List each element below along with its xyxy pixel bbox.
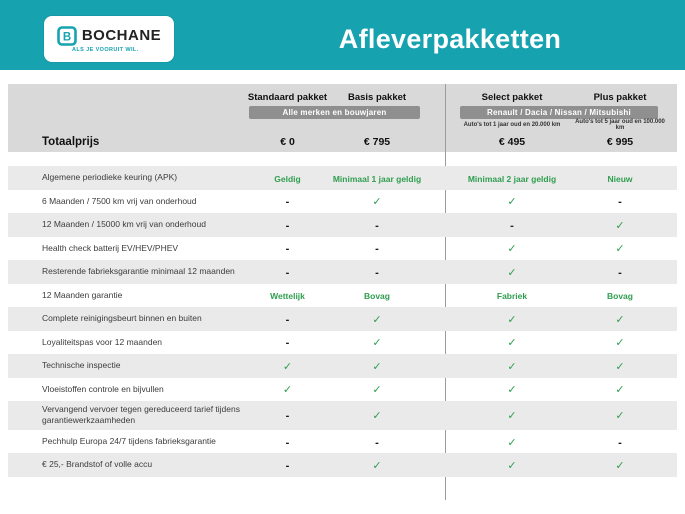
table-row: [8, 378, 677, 402]
table-row: [8, 213, 677, 237]
feature-value: [245, 357, 330, 375]
check-icon: ✓: [282, 384, 293, 397]
feature-value: [452, 216, 572, 234]
check-icon: ✓: [615, 410, 625, 423]
check-icon: ✓: [507, 384, 517, 397]
feature-value: [572, 380, 668, 398]
table-row: [8, 430, 677, 454]
group-badges-row: [8, 105, 677, 119]
check-icon: ✓: [507, 337, 517, 350]
feature-text-value: Minimaal 1 jaar geldig: [332, 173, 422, 184]
dash-mark: -: [285, 460, 290, 473]
check-icon: ✓: [372, 460, 382, 473]
feature-value: [452, 380, 572, 398]
header-bar: [0, 0, 685, 70]
plus-subnote: Auto's tot 5 jaar oud en 100.000 km: [575, 119, 665, 131]
column-header-plus: Plus pakket: [593, 92, 647, 103]
badge-merken-rechts: Renault / Dacia / Nissan / Mitsubishi: [460, 106, 658, 119]
check-icon: ✓: [372, 313, 382, 326]
table-row: [8, 166, 677, 190]
feature-text-value: Bovag: [607, 291, 633, 302]
check-icon: ✓: [507, 243, 517, 256]
feature-value: [572, 286, 668, 304]
table-row: [8, 307, 677, 331]
dash-mark: -: [375, 243, 379, 256]
feature-value: [452, 263, 572, 281]
check-icon: ✓: [507, 436, 517, 449]
feature-value: [572, 406, 668, 424]
total-price-basis: € 795: [363, 135, 391, 148]
feature-value: [452, 192, 572, 210]
feature-value: [572, 169, 668, 187]
feature-label: Complete reinigingsbeurt binnen en buiten: [42, 313, 202, 324]
check-icon: ✓: [282, 360, 293, 373]
dash-mark: -: [285, 436, 290, 449]
total-price-plus: € 995: [606, 135, 634, 148]
dash-mark: -: [285, 266, 290, 279]
dash-mark: -: [285, 196, 290, 209]
check-icon: ✓: [615, 337, 625, 350]
table-row: [8, 401, 677, 430]
feature-value: [330, 380, 424, 398]
column-header-select: Select pakket: [481, 92, 543, 103]
svg-text:B: B: [62, 31, 71, 44]
check-icon: ✓: [372, 410, 382, 423]
total-price-standaard: € 0: [280, 135, 295, 148]
logo-row: [57, 26, 161, 46]
dash-mark: -: [375, 266, 379, 279]
dash-mark: -: [510, 219, 514, 232]
feature-text-value: Fabriek: [496, 291, 528, 302]
column-header-basis: Basis pakket: [347, 92, 407, 103]
feature-value: [572, 433, 668, 451]
dash-mark: -: [618, 196, 622, 209]
check-icon: ✓: [507, 460, 517, 473]
feature-label: Loyaliteitspas voor 12 maanden: [42, 336, 163, 347]
feature-value: [330, 456, 424, 474]
check-icon: ✓: [507, 196, 517, 209]
dash-mark: -: [618, 266, 622, 279]
feature-value: [330, 239, 424, 257]
table-row: [8, 354, 677, 378]
dash-mark: -: [375, 436, 379, 449]
table-row: [8, 260, 677, 284]
badge-alle-merken: Alle merken en bouwjaren: [249, 106, 420, 119]
dash-mark: -: [375, 219, 379, 232]
feature-value: [330, 310, 424, 328]
table-row: [8, 453, 677, 477]
feature-text-value: Bovag: [364, 291, 390, 302]
feature-value: [452, 239, 572, 257]
feature-text-value: Geldig: [274, 173, 301, 184]
feature-value: [245, 310, 330, 328]
table-row: [8, 284, 677, 308]
dash-mark: -: [285, 410, 290, 423]
feature-label: 6 Maanden / 7500 km vrij van onderhoud: [42, 195, 197, 206]
dash-mark: -: [285, 313, 290, 326]
select-subnote: Auto's tot 1 jaar oud en 20.000 km: [463, 122, 561, 128]
feature-label: Vervangend vervoer tegen gereduceerd tarief tijdens garantiewerkzaamheden: [42, 404, 240, 426]
table-header-band: [8, 84, 677, 152]
feature-value: [452, 456, 572, 474]
feature-value: [452, 286, 572, 304]
feature-value: [245, 456, 330, 474]
bochane-logo-icon: [57, 26, 77, 46]
logo-tagline: ALS JE VOORUIT WIL.: [72, 46, 139, 53]
feature-value: [330, 406, 424, 424]
check-icon: ✓: [372, 196, 382, 209]
feature-value: [572, 192, 668, 210]
feature-text-value: Nieuw: [607, 173, 633, 184]
check-icon: ✓: [507, 266, 517, 279]
feature-value: [330, 263, 424, 281]
check-icon: ✓: [507, 360, 517, 373]
total-price-select: € 495: [498, 135, 526, 148]
feature-text-value: Minimaal 2 jaar geldig: [467, 173, 557, 184]
feature-value: [572, 239, 668, 257]
bochane-logo: [44, 16, 174, 62]
check-icon: ✓: [615, 243, 625, 256]
check-icon: ✓: [615, 384, 625, 397]
check-icon: ✓: [615, 219, 625, 232]
feature-value: [245, 263, 330, 281]
feature-label: Health check batterij EV/HEV/PHEV: [42, 242, 179, 253]
check-icon: ✓: [615, 360, 625, 373]
feature-value: [330, 333, 424, 351]
column-headers-row: [8, 84, 677, 105]
check-icon: ✓: [615, 460, 625, 473]
feature-label: Algemene periodieke keuring (APK): [42, 172, 178, 183]
feature-value: [572, 263, 668, 281]
check-icon: ✓: [372, 337, 382, 350]
feature-value: [452, 333, 572, 351]
dash-mark: -: [285, 337, 290, 350]
feature-value: [452, 357, 572, 375]
feature-value: [572, 310, 668, 328]
feature-text-value: Wettelijk: [270, 291, 305, 302]
feature-value: [330, 192, 424, 210]
check-icon: ✓: [372, 384, 382, 397]
dash-mark: -: [285, 243, 290, 256]
dash-mark: -: [285, 219, 290, 232]
feature-value: [245, 216, 330, 234]
feature-value: [572, 333, 668, 351]
column-header-standaard: Standaard pakket: [247, 92, 328, 103]
feature-value: [245, 380, 330, 398]
check-icon: ✓: [507, 410, 517, 423]
feature-value: [330, 216, 424, 234]
feature-value: [245, 433, 330, 451]
feature-value: [330, 433, 424, 451]
page-title: Afleverpakketten: [338, 24, 562, 54]
feature-value: [452, 433, 572, 451]
feature-value: [452, 310, 572, 328]
check-icon: ✓: [615, 313, 625, 326]
feature-label: 12 Maanden garantie: [42, 289, 123, 300]
feature-value: [330, 286, 424, 304]
dash-mark: -: [618, 436, 622, 449]
feature-value: [330, 169, 424, 187]
feature-value: [245, 333, 330, 351]
total-price-row: [8, 131, 677, 152]
feature-label: Pechhulp Europa 24/7 tijdens fabrieksgarantie: [42, 435, 216, 446]
check-icon: ✓: [507, 313, 517, 326]
feature-value: [245, 192, 330, 210]
feature-rows: [8, 166, 677, 477]
feature-value: [245, 239, 330, 257]
feature-label: Technische inspectie: [42, 360, 121, 371]
feature-label: € 25,- Brandstof of volle accu: [42, 459, 153, 470]
feature-label: Vloeistoffen controle en bijvullen: [42, 383, 164, 394]
feature-value: [245, 406, 330, 424]
total-price-label: Totaalprijs: [42, 135, 100, 148]
feature-label: Resterende fabrieksgarantie minimaal 12 maanden: [42, 266, 235, 277]
feature-value: [452, 169, 572, 187]
feature-value: [572, 357, 668, 375]
feature-value: [330, 357, 424, 375]
feature-label: 12 Maanden / 15000 km vrij van onderhoud: [42, 219, 206, 230]
feature-value: [245, 169, 330, 187]
subnotes-row: [8, 119, 677, 131]
feature-value: [572, 456, 668, 474]
check-icon: ✓: [372, 360, 382, 373]
feature-value: [245, 286, 330, 304]
feature-value: [572, 216, 668, 234]
logo-brand-text: BOCHANE: [81, 27, 162, 44]
table-row: [8, 237, 677, 261]
table-row: [8, 331, 677, 355]
feature-value: [452, 406, 572, 424]
table-row: [8, 190, 677, 214]
